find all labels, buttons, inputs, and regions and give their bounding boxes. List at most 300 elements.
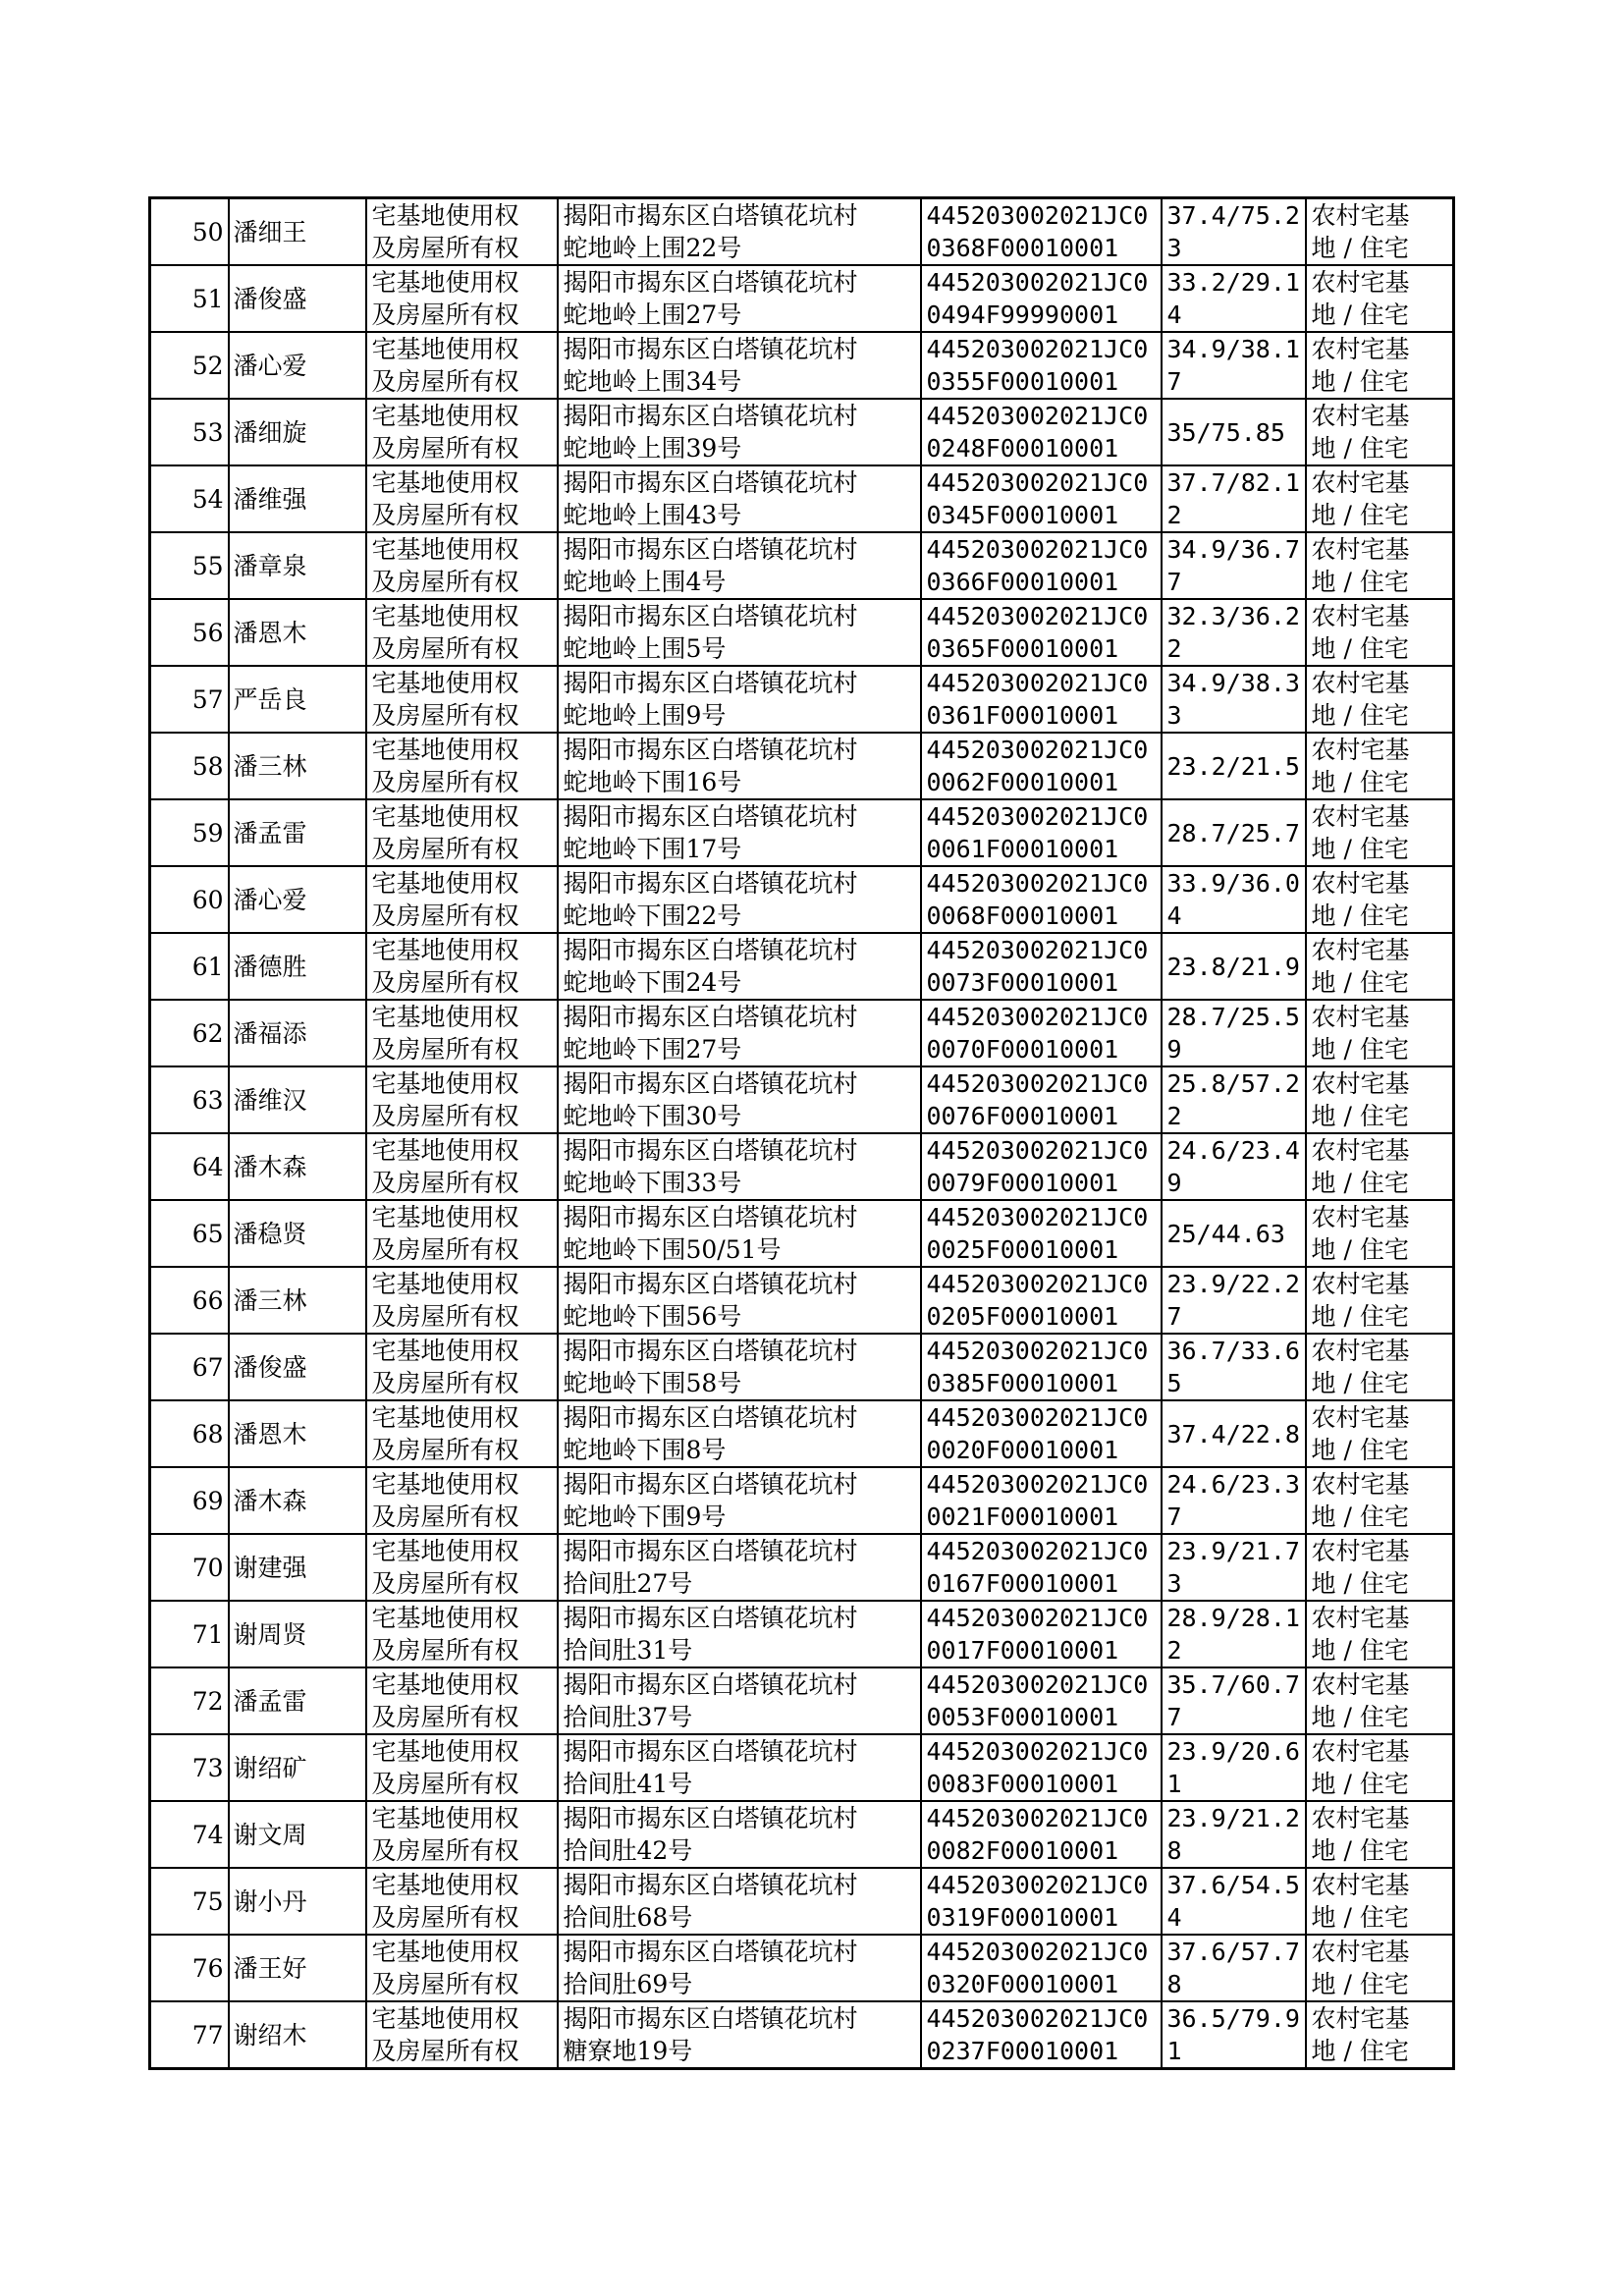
land-use-line: 农村宅基 [1311,1003,1410,1031]
owner-name: 潘木森 [229,1467,366,1534]
right-type [366,1200,558,1267]
row-number: 67 [150,1334,229,1400]
property-address [558,666,921,733]
right-type-line: 宅基地使用权 [371,1003,519,1031]
row-number: 68 [150,1400,229,1467]
right-type [366,1467,558,1534]
parcel-code: 445203002021JC00017F00010001 [921,1601,1162,1667]
land-use-line: 农村宅基 [1311,1403,1410,1432]
right-type [366,1601,558,1667]
property-address-line: 蛇地岭上围22号 [563,234,742,262]
owner-name: 谢周贤 [229,1601,366,1667]
right-type-line: 及房屋所有权 [371,1436,519,1464]
property-address-line: 揭阳市揭东区白塔镇花坑村 [563,1537,858,1565]
parcel-code: 445203002021JC00082F00010001 [921,1801,1162,1868]
owner-name: 潘恩木 [229,599,366,666]
land-use [1306,1534,1454,1601]
land-use-line: 农村宅基 [1311,802,1410,831]
right-type-line: 及房屋所有权 [371,501,519,529]
table-row [150,666,1454,733]
right-type-line: 宅基地使用权 [371,1871,519,1899]
land-use-line: 地 / 住宅 [1311,2037,1409,2065]
right-type-line: 及房屋所有权 [371,835,519,863]
table-row [150,1534,1454,1601]
land-use [1306,733,1454,799]
area-value: 33.2/29.14 [1162,265,1306,332]
table-row [150,265,1454,332]
right-type-line: 及房屋所有权 [371,434,519,463]
row-number: 53 [150,399,229,465]
right-type [366,265,558,332]
right-type-line: 及房屋所有权 [371,568,519,596]
area-value: 37.7/82.12 [1162,465,1306,532]
right-type [366,1868,558,1935]
table-row [150,933,1454,1000]
area-value: 37.4/22.8 [1162,1400,1306,1467]
land-use-line: 地 / 住宅 [1311,1035,1409,1064]
table-row [150,733,1454,799]
property-address [558,1000,921,1066]
land-use-line: 农村宅基 [1311,1604,1410,1632]
property-address [558,1734,921,1801]
table-row [150,1467,1454,1534]
property-address-line: 揭阳市揭东区白塔镇花坑村 [563,1670,858,1699]
property-address-line: 蛇地岭下围9号 [563,1503,727,1531]
property-address-line: 蛇地岭上围27号 [563,301,742,329]
right-type-line: 及房屋所有权 [371,1836,519,1865]
land-use-line: 地 / 住宅 [1311,634,1409,663]
row-number: 56 [150,599,229,666]
land-use-line: 农村宅基 [1311,535,1410,564]
right-type-line: 宅基地使用权 [371,1337,519,1365]
owner-name: 谢文周 [229,1801,366,1868]
right-type-line: 宅基地使用权 [371,669,519,697]
property-address-line: 拾间肚42号 [563,1836,693,1865]
row-number: 77 [150,2001,229,2069]
row-number: 60 [150,866,229,933]
parcel-code: 445203002021JC00320F00010001 [921,1935,1162,2001]
right-type-line: 宅基地使用权 [371,1270,519,1298]
row-number: 66 [150,1267,229,1334]
owner-name: 潘孟雷 [229,799,366,866]
table-row [150,1868,1454,1935]
parcel-code: 445203002021JC00248F00010001 [921,399,1162,465]
land-use-line: 农村宅基 [1311,602,1410,630]
property-address [558,332,921,399]
right-type-line: 及房屋所有权 [371,1102,519,1130]
right-type-line: 及房屋所有权 [371,1569,519,1598]
property-address-line: 拾间肚69号 [563,1970,693,1998]
row-number: 58 [150,733,229,799]
property-address-line: 蛇地岭上围39号 [563,434,742,463]
row-number: 73 [150,1734,229,1801]
property-address-line: 蛇地岭下围8号 [563,1436,727,1464]
right-type [366,933,558,1000]
owner-name: 潘恩木 [229,1400,366,1467]
land-use-line: 农村宅基 [1311,1270,1410,1298]
land-use [1306,1935,1454,2001]
owner-name: 潘王好 [229,1935,366,2001]
parcel-code: 445203002021JC00053F00010001 [921,1667,1162,1734]
land-use [1306,1133,1454,1200]
parcel-code: 445203002021JC00073F00010001 [921,933,1162,1000]
property-address-line: 拾间肚27号 [563,1569,693,1598]
land-use [1306,332,1454,399]
table-row [150,2001,1454,2069]
owner-name: 潘维强 [229,465,366,532]
land-use-line: 地 / 住宅 [1311,1436,1409,1464]
land-use-line: 农村宅基 [1311,1203,1410,1231]
area-value: 36.5/79.91 [1162,2001,1306,2069]
land-use-line: 农村宅基 [1311,936,1410,964]
owner-name: 潘三林 [229,1267,366,1334]
parcel-code: 445203002021JC00061F00010001 [921,799,1162,866]
right-type-line: 宅基地使用权 [371,1403,519,1432]
property-address-line: 揭阳市揭东区白塔镇花坑村 [563,1069,858,1098]
owner-name: 潘心爱 [229,332,366,399]
parcel-code: 445203002021JC00076F00010001 [921,1066,1162,1133]
row-number: 55 [150,532,229,599]
property-address-line: 糖寮地19号 [563,2037,693,2065]
land-use-line: 农村宅基 [1311,268,1410,297]
land-use-line: 地 / 住宅 [1311,1569,1409,1598]
right-type-line: 及房屋所有权 [371,367,519,396]
row-number: 61 [150,933,229,1000]
right-type-line: 宅基地使用权 [371,268,519,297]
land-use-line: 农村宅基 [1311,1871,1410,1899]
row-number: 65 [150,1200,229,1267]
land-use-line: 农村宅基 [1311,1670,1410,1699]
owner-name: 谢绍矿 [229,1734,366,1801]
table-row [150,1133,1454,1200]
land-use-line: 农村宅基 [1311,468,1410,497]
property-address-line: 蛇地岭下围24号 [563,968,742,997]
land-use [1306,933,1454,1000]
land-use-line: 农村宅基 [1311,1938,1410,1966]
right-type-line: 及房屋所有权 [371,1503,519,1531]
right-type-line: 宅基地使用权 [371,936,519,964]
land-use-line: 地 / 住宅 [1311,1970,1409,1998]
area-value: 32.3/36.22 [1162,599,1306,666]
property-address [558,799,921,866]
land-use-line: 农村宅基 [1311,201,1410,230]
land-use-line: 地 / 住宅 [1311,1903,1409,1932]
table-row [150,1200,1454,1267]
property-address-line: 拾间肚68号 [563,1903,693,1932]
table-row [150,465,1454,532]
property-address-line: 揭阳市揭东区白塔镇花坑村 [563,669,858,697]
land-use-line: 地 / 住宅 [1311,1369,1409,1397]
property-address [558,1534,921,1601]
land-use-line: 农村宅基 [1311,1470,1410,1499]
property-address [558,1267,921,1334]
property-address [558,265,921,332]
table-row [150,399,1454,465]
table-row [150,1400,1454,1467]
land-use-line: 地 / 住宅 [1311,1169,1409,1197]
owner-name: 潘俊盛 [229,265,366,332]
land-use-line: 地 / 住宅 [1311,234,1409,262]
land-use [1306,1667,1454,1734]
right-type-line: 及房屋所有权 [371,968,519,997]
table-row [150,1935,1454,2001]
land-use-line: 地 / 住宅 [1311,568,1409,596]
owner-name: 潘细旋 [229,399,366,465]
right-type-line: 及房屋所有权 [371,768,519,796]
parcel-code: 445203002021JC00385F00010001 [921,1334,1162,1400]
property-address-line: 蛇地岭下围22号 [563,902,742,930]
area-value: 23.9/21.28 [1162,1801,1306,1868]
right-type-line: 及房屋所有权 [371,301,519,329]
land-use-line: 地 / 住宅 [1311,1102,1409,1130]
property-address [558,1133,921,1200]
right-type-line: 宅基地使用权 [371,201,519,230]
parcel-code: 445203002021JC00025F00010001 [921,1200,1162,1267]
land-use-line: 农村宅基 [1311,736,1410,764]
land-use-line: 农村宅基 [1311,1537,1410,1565]
land-use [1306,1467,1454,1534]
area-value: 36.7/33.65 [1162,1334,1306,1400]
property-address [558,1200,921,1267]
right-type-line: 及房屋所有权 [371,1636,519,1665]
right-type-line: 宅基地使用权 [371,736,519,764]
property-address [558,1601,921,1667]
land-use [1306,2001,1454,2069]
land-use-line: 地 / 住宅 [1311,1770,1409,1798]
property-address-line: 揭阳市揭东区白塔镇花坑村 [563,201,858,230]
right-type [366,399,558,465]
land-use-line: 地 / 住宅 [1311,501,1409,529]
row-number: 69 [150,1467,229,1534]
area-value: 23.9/22.27 [1162,1267,1306,1334]
table-row [150,866,1454,933]
owner-name: 谢小丹 [229,1868,366,1935]
row-number: 71 [150,1601,229,1667]
land-use-line: 地 / 住宅 [1311,1636,1409,1665]
parcel-code: 445203002021JC00079F00010001 [921,1133,1162,1200]
land-use-line: 农村宅基 [1311,669,1410,697]
owner-name: 潘三林 [229,733,366,799]
row-number: 59 [150,799,229,866]
property-address [558,1801,921,1868]
table-row [150,1734,1454,1801]
land-use-line: 农村宅基 [1311,1337,1410,1365]
property-address-line: 蛇地岭下围50/51号 [563,1235,782,1264]
land-use [1306,198,1454,266]
land-use-line: 地 / 住宅 [1311,701,1409,730]
table-row [150,1801,1454,1868]
land-use-line: 农村宅基 [1311,1737,1410,1766]
right-type-line: 及房屋所有权 [371,2037,519,2065]
land-use [1306,1400,1454,1467]
row-number: 72 [150,1667,229,1734]
land-use-line: 地 / 住宅 [1311,968,1409,997]
right-type-line: 宅基地使用权 [371,2004,519,2033]
property-address-line: 揭阳市揭东区白塔镇花坑村 [563,2004,858,2033]
area-value: 35/75.85 [1162,399,1306,465]
right-type [366,799,558,866]
property-address [558,1400,921,1467]
parcel-code: 445203002021JC00365F00010001 [921,599,1162,666]
area-value: 33.9/36.04 [1162,866,1306,933]
land-use-line: 地 / 住宅 [1311,1503,1409,1531]
area-value: 28.7/25.59 [1162,1000,1306,1066]
property-address-line: 蛇地岭下围30号 [563,1102,742,1130]
land-use [1306,1000,1454,1066]
property-address [558,399,921,465]
parcel-code: 445203002021JC00083F00010001 [921,1734,1162,1801]
property-address-line: 蛇地岭下围17号 [563,835,742,863]
area-value: 34.9/38.17 [1162,332,1306,399]
right-type-line: 宅基地使用权 [371,402,519,430]
owner-name: 潘维汉 [229,1066,366,1133]
owner-name: 潘细王 [229,198,366,266]
row-number: 51 [150,265,229,332]
right-type-line: 宅基地使用权 [371,468,519,497]
owner-name: 谢建强 [229,1534,366,1601]
area-value: 28.7/25.7 [1162,799,1306,866]
property-address [558,1467,921,1534]
right-type-line: 宅基地使用权 [371,1604,519,1632]
owner-name: 潘孟雷 [229,1667,366,1734]
row-number: 70 [150,1534,229,1601]
area-value: 23.9/20.61 [1162,1734,1306,1801]
right-type [366,532,558,599]
property-address-line: 揭阳市揭东区白塔镇花坑村 [563,268,858,297]
property-address-line: 蛇地岭上围9号 [563,701,727,730]
property-address-line: 揭阳市揭东区白塔镇花坑村 [563,402,858,430]
land-use [1306,1868,1454,1935]
property-address-line: 揭阳市揭东区白塔镇花坑村 [563,1938,858,1966]
owner-name: 潘心爱 [229,866,366,933]
property-address-line: 揭阳市揭东区白塔镇花坑村 [563,1737,858,1766]
right-type [366,1000,558,1066]
right-type-line: 及房屋所有权 [371,1302,519,1331]
parcel-code: 445203002021JC00167F00010001 [921,1534,1162,1601]
property-address-line: 揭阳市揭东区白塔镇花坑村 [563,1403,858,1432]
parcel-code: 445203002021JC00345F00010001 [921,465,1162,532]
land-use-line: 地 / 住宅 [1311,367,1409,396]
row-number: 57 [150,666,229,733]
table-row [150,1000,1454,1066]
row-number: 52 [150,332,229,399]
right-type [366,1400,558,1467]
owner-name: 潘福添 [229,1000,366,1066]
parcel-code: 445203002021JC00070F00010001 [921,1000,1162,1066]
property-address-line: 揭阳市揭东区白塔镇花坑村 [563,535,858,564]
land-use-line: 农村宅基 [1311,1136,1410,1165]
land-use-line: 地 / 住宅 [1311,434,1409,463]
land-use [1306,866,1454,933]
owner-name: 潘章泉 [229,532,366,599]
parcel-code: 445203002021JC00205F00010001 [921,1267,1162,1334]
table-row [150,799,1454,866]
table-row [150,1601,1454,1667]
parcel-code: 445203002021JC00021F00010001 [921,1467,1162,1534]
property-address [558,866,921,933]
table-row [150,1334,1454,1400]
right-type-line: 宅基地使用权 [371,1069,519,1098]
row-number: 63 [150,1066,229,1133]
right-type-line: 及房屋所有权 [371,1169,519,1197]
right-type-line: 及房屋所有权 [371,1035,519,1064]
right-type [366,1734,558,1801]
right-type-line: 宅基地使用权 [371,1938,519,1966]
area-value: 24.6/23.49 [1162,1133,1306,1200]
property-address [558,1935,921,2001]
table-row [150,1066,1454,1133]
table-row [150,1267,1454,1334]
land-use-line: 农村宅基 [1311,1804,1410,1832]
land-use-line: 农村宅基 [1311,335,1410,363]
property-address-line: 揭阳市揭东区白塔镇花坑村 [563,602,858,630]
area-value: 24.6/23.37 [1162,1467,1306,1534]
parcel-code: 445203002021JC00494F99990001 [921,265,1162,332]
parcel-code: 445203002021JC00020F00010001 [921,1400,1162,1467]
right-type [366,2001,558,2069]
right-type-line: 宅基地使用权 [371,1136,519,1165]
area-value: 34.9/38.33 [1162,666,1306,733]
land-use [1306,265,1454,332]
right-type [366,666,558,733]
parcel-code: 445203002021JC00319F00010001 [921,1868,1162,1935]
property-address-line: 揭阳市揭东区白塔镇花坑村 [563,1470,858,1499]
property-address-line: 蛇地岭上围5号 [563,634,727,663]
property-address-line: 蛇地岭下围58号 [563,1369,742,1397]
owner-name: 潘德胜 [229,933,366,1000]
row-number: 75 [150,1868,229,1935]
row-number: 54 [150,465,229,532]
table-row [150,332,1454,399]
owner-name: 潘俊盛 [229,1334,366,1400]
property-address [558,2001,921,2069]
property-address [558,1066,921,1133]
property-address [558,198,921,266]
area-value: 37.6/57.78 [1162,1935,1306,2001]
right-type-line: 宅基地使用权 [371,1203,519,1231]
right-type [366,1534,558,1601]
table-body [150,198,1454,2069]
land-use [1306,532,1454,599]
property-address-line: 揭阳市揭东区白塔镇花坑村 [563,1604,858,1632]
property-address [558,1667,921,1734]
property-address-line: 蛇地岭上围43号 [563,501,742,529]
parcel-code: 445203002021JC00068F00010001 [921,866,1162,933]
right-type-line: 及房屋所有权 [371,1970,519,1998]
right-type-line: 宅基地使用权 [371,602,519,630]
land-use [1306,599,1454,666]
area-value: 23.9/21.73 [1162,1534,1306,1601]
property-address-line: 蛇地岭下围33号 [563,1169,742,1197]
registry-table [148,196,1455,2070]
property-address-line: 拾间肚37号 [563,1703,693,1731]
right-type [366,1801,558,1868]
land-use-line: 地 / 住宅 [1311,835,1409,863]
right-type-line: 及房屋所有权 [371,701,519,730]
right-type [366,1334,558,1400]
right-type [366,866,558,933]
right-type-line: 及房屋所有权 [371,1903,519,1932]
land-use [1306,1200,1454,1267]
land-use [1306,799,1454,866]
right-type-line: 及房屋所有权 [371,1770,519,1798]
row-number: 64 [150,1133,229,1200]
area-value: 35.7/60.77 [1162,1667,1306,1734]
area-value: 37.6/54.54 [1162,1868,1306,1935]
land-use [1306,1066,1454,1133]
right-type-line: 及房屋所有权 [371,1235,519,1264]
land-use-line: 农村宅基 [1311,2004,1410,2033]
